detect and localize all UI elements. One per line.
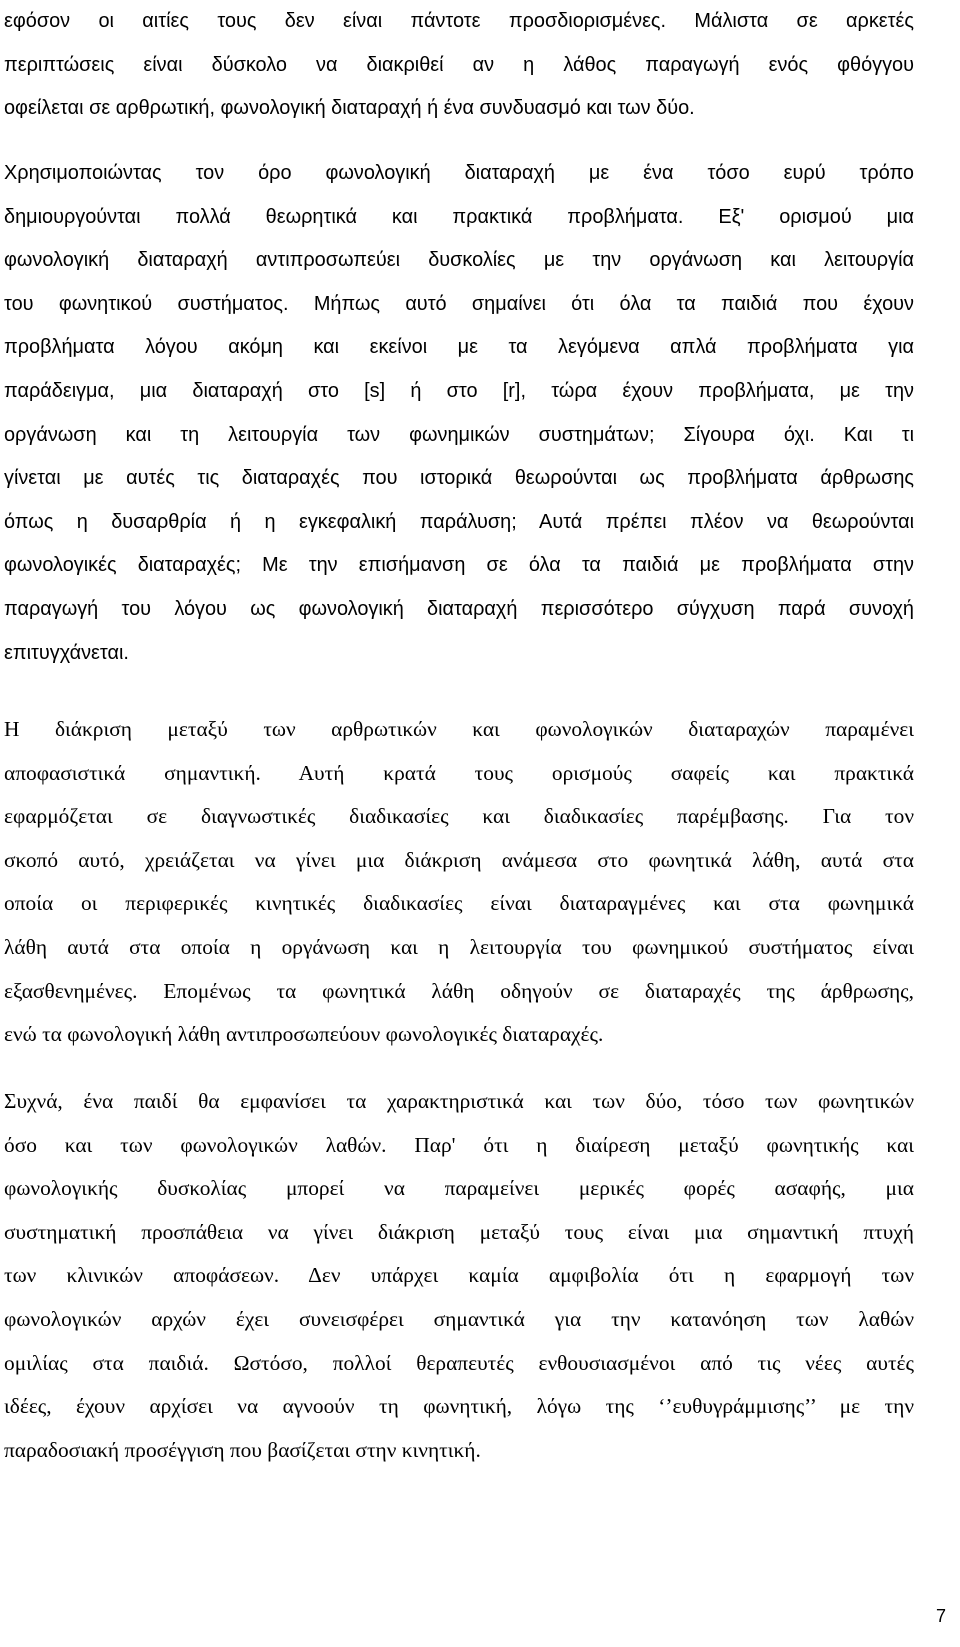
text-line: λάθη αυτά στα οποία η οργάνωση και η λειτουργία του φωνημικού συστήματος είναι [4,934,914,959]
text-line: σκοπό αυτό, χρειάζεται να γίνει μια διάκριση ανάμεσα στο φωνητικά λάθη, αυτά στα [4,847,914,872]
text-line: επιτυγχάνεται. [4,641,129,664]
text-line: όσο και των φωνολογικών λαθών. Παρ' ότι η διαίρεση μεταξύ φωνητικής και [4,1132,914,1157]
text-line: δημιουργούνται πολλά θεωρητικά και πρακτικά προβλήματα. Εξ' ορισμού μια [4,205,914,228]
text-line: όπως η δυσαρθρία ή η εγκεφαλική παράλυση; Αυτά πρέπει πλέον να θεωρούνται [4,510,914,533]
text-line: εφόσον οι αιτίες τους δεν είναι πάντοτε προσδιορισμένες. Μάλιστα σε αρκετές [4,10,914,32]
text-line: εξασθενημένες. Επομένως τα φωνητικά λάθη οδηγούν σε διαταραχές της άρθρωσης, [4,978,914,1003]
text-line: παραδοσιακή προσέγγιση που βασίζεται στην κινητική. [4,1437,481,1462]
text-line: οποία οι περιφερικές κινητικές διαδικασίες είναι διαταραγμένες και στα φωνημικά [4,891,914,916]
text-line: αποφασιστικά σημαντική. Αυτή κρατά τους ορισμούς σαφείς και πρακτικά [4,760,914,785]
text-line: φωνολογικής δυσκολίας μπορεί να παραμείνει μερικές φορές ασαφής, μια [4,1176,914,1201]
paragraph [4,1080,914,1472]
paragraph [4,152,914,675]
text-line: συστηματική προσπάθεια να γίνει διάκριση μεταξύ τους είναι μια σημαντική πτυχή [4,1219,914,1244]
page-number: 7 [935,1606,946,1626]
text-line: Η διάκριση μεταξύ των αρθρωτικών και φωνολογικών διαταραχών παραμένει [4,717,914,741]
text-line: ενώ τα φωνολογική λάθη αντιπροσωπεύουν φωνολογικές διαταραχές. [4,1022,604,1047]
text-line: παράδειγμα, μια διαταραχή στο [s] ή στο [r], τώρα έχουν προβλήματα, με την [4,379,914,402]
text-line: ιδέες, έχουν αρχίσει να αγνοούν τη φωνητική, λόγω της ‘’ευθυγράμμισης’’ με την [4,1394,914,1419]
text-line: του φωνητικού συστήματος. Μήπως αυτό σημαίνει ότι όλα τα παιδιά που έχουν [4,292,914,315]
text-line: γίνεται με αυτές τις διαταραχές που ιστορικά θεωρούνται ως προβλήματα άρθρωσης [4,467,914,490]
text-line: οφείλεται σε αρθρωτική, φωνολογική διαταραχή ή ένα συνδυασμό και των δύο. [4,97,695,120]
text-line: περιπτώσεις είναι δύσκολο να διακριθεί αν η λάθος παραγωγή ενός φθόγγου [4,53,914,76]
text-line: παραγωγή του λόγου ως φωνολογική διαταραχή περισσότερο σύγχυση παρά συνοχή [4,597,914,620]
paragraph [4,708,914,1057]
text-line: φωνολογικές διαταραχές; Με την επισήμανση σε όλα τα παιδιά με προβλήματα στην [4,554,914,577]
paragraph [4,0,914,131]
text-line: των κλινικών αποφάσεων. Δεν υπάρχει καμία αμφιβολία ότι η εφαρμογή των [4,1263,914,1288]
text-line: εφαρμόζεται σε διαγνωστικές διαδικασίες και διαδικασίες παρέμβασης. Για τον [4,804,914,829]
text-line: ομιλίας στα παιδιά. Ωστόσο, πολλοί θεραπευτές ενθουσιασμένοι από τις νέες αυτές [4,1350,914,1375]
text-line: Χρησιμοποιώντας τον όρο φωνολογική διαταραχή με ένα τόσο ευρύ τρόπο [4,162,914,184]
text-line: προβλήματα λόγου ακόμη και εκείνοι με τα λεγόμενα απλά προβλήματα για [4,336,914,359]
text-line: φωνολογικών αρχών έχει συνεισφέρει σημαντικά για την κατανόηση των λαθών [4,1306,914,1331]
text-line: οργάνωση και τη λειτουργία των φωνημικών συστημάτων; Σίγουρα όχι. Και τι [4,423,914,446]
text-line: Συχνά, ένα παιδί θα εμφανίσει τα χαρακτηριστικά και των δύο, τόσο των φωνητικών [4,1089,914,1113]
text-line: φωνολογική διαταραχή αντιπροσωπεύει δυσκολίες με την οργάνωση και λειτουργία [4,249,914,272]
